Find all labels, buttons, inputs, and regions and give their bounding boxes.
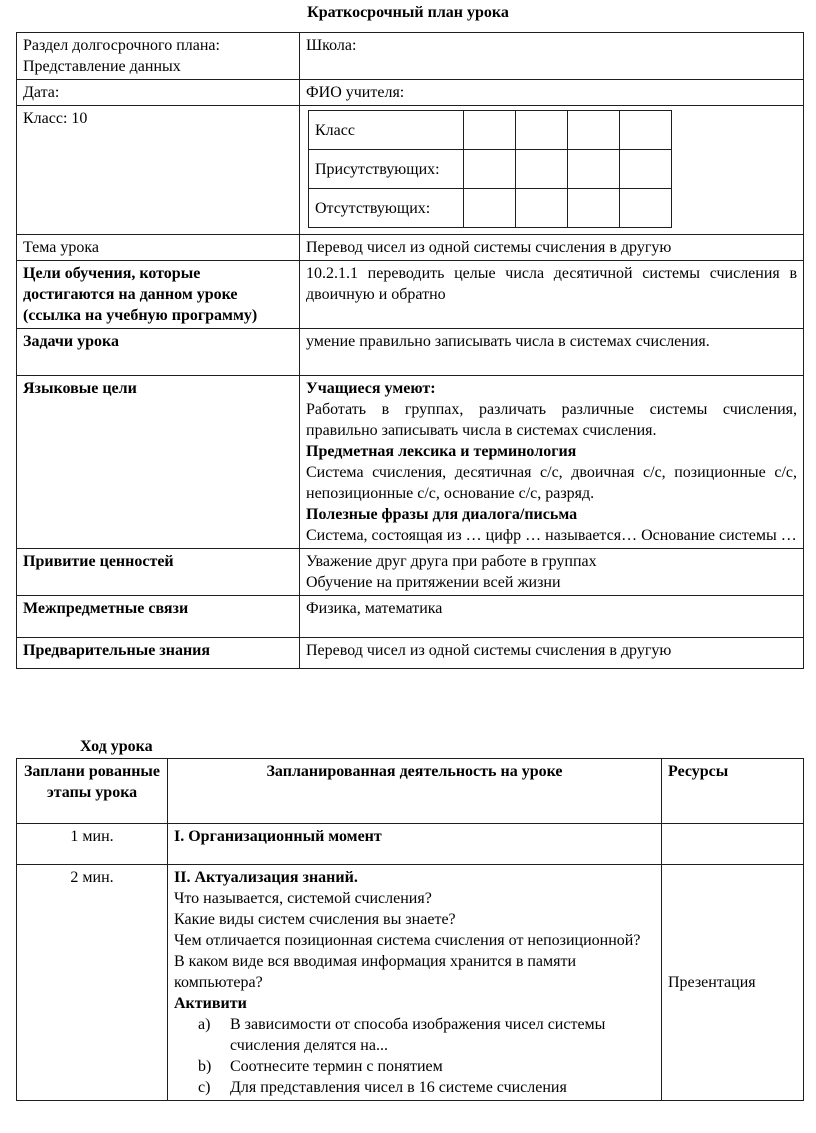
attendance-cell	[620, 189, 672, 228]
stage-2-time: 2 мин.	[17, 865, 168, 1101]
topic-label: Тема урока	[17, 235, 300, 261]
activity-marker: b)	[198, 1058, 212, 1075]
date-row	[17, 80, 804, 106]
activity-text: Соотнесите термин с понятием	[230, 1058, 443, 1075]
values-cell	[300, 549, 804, 596]
activity-heading: Активити	[174, 995, 247, 1012]
question-2: Какие виды систем счисления вы знаете?	[174, 911, 456, 928]
attendance-cell	[516, 189, 568, 228]
language-heading-2: Предметная лексика и терминология	[306, 443, 577, 460]
activity-item	[198, 1014, 655, 1056]
stages-header: Заплани рованные этапы урока	[17, 759, 168, 824]
stage-2-activity	[168, 865, 662, 1101]
activity-marker: c)	[198, 1079, 211, 1096]
attendance-cell	[464, 189, 516, 228]
lesson-plan-table	[16, 32, 804, 669]
attendance-cell	[464, 150, 516, 189]
section-label: Раздел долгосрочного плана:	[23, 37, 220, 54]
topic-value: Перевод чисел из одной системы счисления в другую	[300, 235, 804, 261]
language-text-3: Система, состоящая из … цифр … называется… Основание системы …	[306, 527, 797, 544]
date-label: Дата:	[17, 80, 300, 106]
lesson-flow-table	[16, 758, 804, 1101]
activity-item	[198, 1056, 655, 1077]
activity-list	[174, 1014, 655, 1098]
attendance-cell	[568, 111, 620, 150]
section-cell	[17, 33, 300, 80]
language-cell	[300, 376, 804, 549]
values-row	[17, 549, 804, 596]
attendance-cell	[464, 111, 516, 150]
interdisciplinary-value: Физика, математика	[300, 596, 804, 638]
attendance-cell	[620, 150, 672, 189]
teacher-label: ФИО учителя:	[300, 80, 804, 106]
stage-1-title: I. Организационный момент	[168, 824, 662, 865]
prior-knowledge-row	[17, 638, 804, 669]
values-line-1: Уважение друг друга при работе в группах	[306, 553, 597, 570]
flow-row-2	[17, 865, 804, 1101]
goals-label: Цели обучения, которые достигаются на данном уроке (ссылка на учебную программу)	[17, 261, 300, 329]
stage-2-resources: Презентация	[662, 865, 804, 1101]
stage-1-time: 1 мин.	[17, 824, 168, 865]
tasks-value: умение правильно записывать числа в системах счисления.	[300, 329, 804, 376]
stage-1-resources	[662, 824, 804, 865]
flow-header-row	[17, 759, 804, 824]
question-3: Чем отличается позиционная система счисления от непозиционной?	[174, 932, 641, 949]
goals-value: 10.2.1.1 переводить целые числа десятичной системы счисления в двоичную и обратно	[300, 261, 804, 329]
attendance-cell	[516, 111, 568, 150]
attendance-cell	[568, 150, 620, 189]
tasks-row	[17, 329, 804, 376]
interdisciplinary-label: Межпредметные связи	[17, 596, 300, 638]
values-line-2: Обучение на притяжении всей жизни	[306, 574, 561, 591]
question-1: Что называется, системой счисления?	[174, 890, 432, 907]
class-row	[17, 106, 804, 235]
attendance-cell	[568, 189, 620, 228]
language-text-2: Система счисления, десятичная с/с, двоичная с/с, позиционные с/с, непозиционные с/с, основание с/с, разряд.	[306, 464, 797, 502]
prior-knowledge-label: Предварительные знания	[17, 638, 300, 669]
activity-item	[198, 1077, 655, 1098]
attendance-absent-label: Отсутствующих:	[309, 189, 464, 228]
attendance-table	[308, 110, 672, 228]
activity-header: Запланированная деятельность на уроке	[168, 759, 662, 824]
values-label: Привитие ценностей	[17, 549, 300, 596]
section-value: Представление данных	[23, 58, 181, 75]
language-label: Языковые цели	[17, 376, 300, 549]
activity-marker: a)	[198, 1016, 211, 1033]
language-row	[17, 376, 804, 549]
stage-2-title: II. Актуализация знаний.	[174, 869, 358, 886]
page-title: Краткосрочный план урока	[307, 4, 509, 21]
interdisciplinary-row	[17, 596, 804, 638]
attendance-cell	[516, 150, 568, 189]
prior-knowledge-value: Перевод чисел из одной системы счисления в другую	[300, 638, 804, 669]
flow-row-1	[17, 824, 804, 865]
tasks-label: Задачи урока	[17, 329, 300, 376]
attendance-cell	[620, 111, 672, 150]
language-heading-3: Полезные фразы для диалога/письма	[306, 506, 578, 523]
attendance-present-label: Присутствующих:	[309, 150, 464, 189]
goals-row	[17, 261, 804, 329]
attendance-class-label: Класс	[309, 111, 464, 150]
activity-text: В зависимости от способа изображения чисел системы счисления делятся на...	[230, 1016, 606, 1054]
activity-text: Для представления чисел в 16 системе счисления	[230, 1079, 567, 1096]
language-heading-1: Учащиеся умеют:	[306, 380, 436, 397]
school-label: Школа:	[300, 33, 804, 80]
class-label: Класс: 10	[17, 106, 300, 235]
section-row	[17, 33, 804, 80]
topic-row	[17, 235, 804, 261]
resources-header: Ресурсы	[662, 759, 804, 824]
language-text-1: Работать в группах, различать различные системы счисления, правильно записывать числа в системах счисления.	[306, 401, 797, 439]
question-4: В каком виде вся вводимая информация хранится в памяти компьютера?	[174, 953, 577, 991]
lesson-flow-title: Ход урока	[80, 738, 153, 755]
